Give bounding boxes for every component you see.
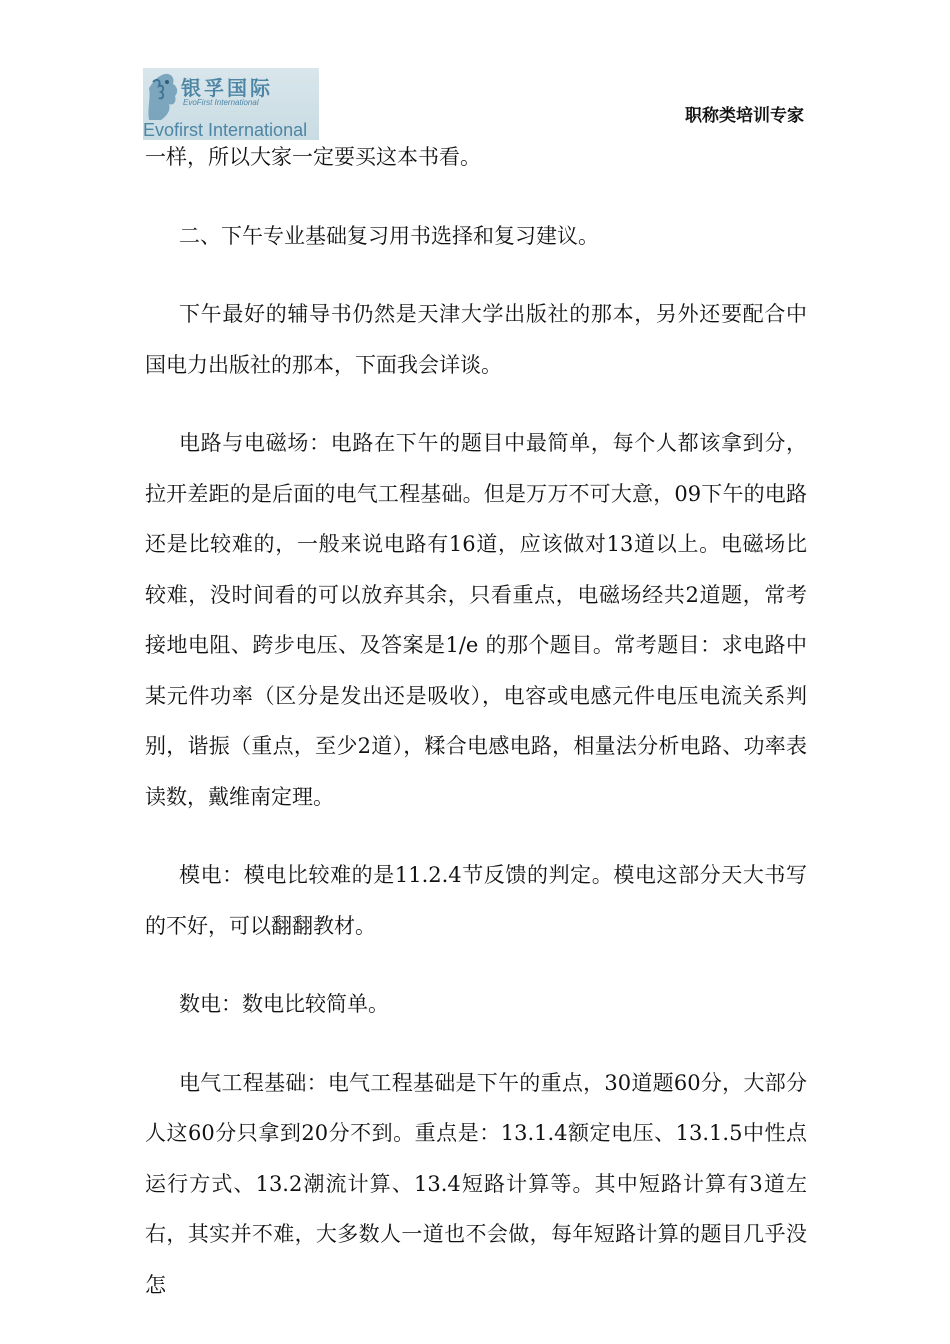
document-body xyxy=(145,132,807,1338)
logo-english-small: EvoFirst International xyxy=(183,98,259,107)
company-logo xyxy=(143,68,319,140)
paragraph-digital: 数电：数电比较简单。 xyxy=(179,992,389,1016)
paragraph-circuits: 电路与电磁场：电路在下午的题目中最简单，每个人都该拿到分，拉开差距的是后面的电气工程基础。但是万万不可大意，09下午的电路还是比较难的，一般来说电路有16道，应该做对13道以上。电磁场比较难，没时间看的可以放弃其余，只看重点，电磁场经共2道题，常考接地电阻、跨步电压、及答案是1/e 的那个题目。常考题目：求电路中某元件功率（区分是发出还是吸收），电容或电感元件电压电流关系判别，谐振（重点，至少2道），糅合电感电路，相量法分析电路、功率表读数，戴维南定理。 xyxy=(145,431,807,809)
paragraph-analog: 模电：模电比较难的是11.2.4节反馈的判定。模电这部分天大书写的不好，可以翻翻教材。 xyxy=(145,863,807,938)
logo-chinese-name: 银孚国际 xyxy=(181,76,273,100)
lion-icon xyxy=(143,68,183,124)
paragraph-books: 下午最好的辅导书仍然是天津大学出版社的那本，另外还要配合中国电力出版社的那本，下面我会详谈。 xyxy=(145,302,807,377)
header-tagline: 职称类培训专家 xyxy=(685,106,804,126)
paragraph-continuation: 一样，所以大家一定要买这本书看。 xyxy=(145,145,481,169)
logo-english-name: Evofirst International xyxy=(143,120,308,140)
section-heading: 二、下午专业基础复习用书选择和复习建议。 xyxy=(179,223,599,248)
paragraph-power-engineering: 电气工程基础：电气工程基础是下午的重点，30道题60分，大部分人这60分只拿到20分不到。重点是：13.1.4额定电压、13.1.5中性点运行方式、13.2潮流计算、13.4短路计算等。其中短路计算有3道左右，其实并不难，大多数人一道也不会做，每年短路计算的题目几乎没怎 xyxy=(145,1070,807,1297)
